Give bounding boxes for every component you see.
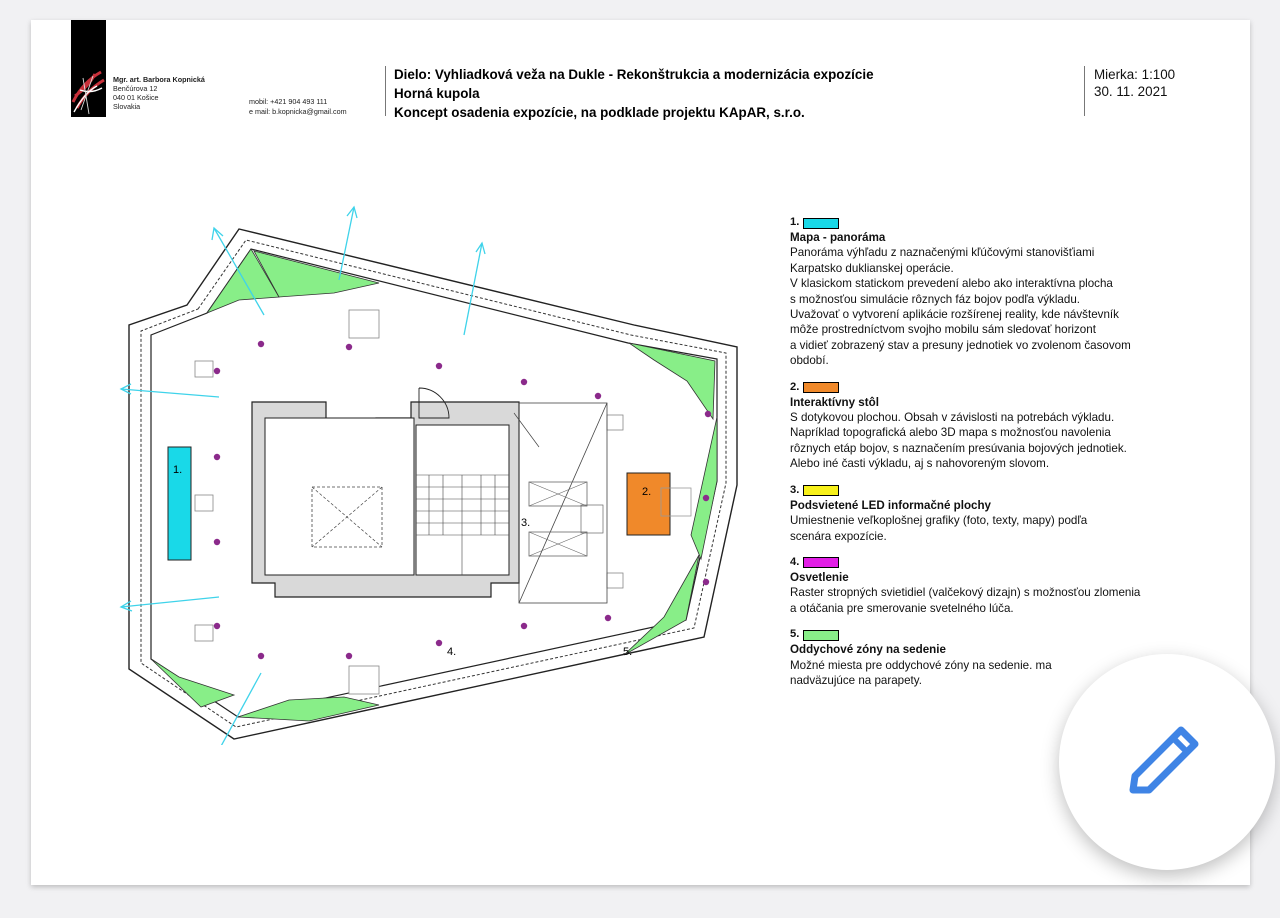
lights-label: 4.	[447, 646, 457, 658]
core-structure	[252, 388, 519, 597]
legend-item-panorama	[790, 216, 1220, 369]
seating-zone	[151, 659, 234, 707]
legend-text: Karpatsko duklianskej operácie.	[790, 261, 954, 275]
pencil-icon	[1123, 718, 1211, 806]
legend-text: a otáčania pre smerovanie svetelného lúča.	[790, 601, 1014, 615]
header-divider	[1084, 66, 1085, 116]
legend-text: s možnosťou simulácie rôznych fáz bojov podľa výkladu.	[790, 292, 1080, 306]
legend-title: Mapa - panoráma	[790, 231, 886, 244]
floor-plan	[89, 185, 749, 745]
legend-num: 4.	[790, 556, 800, 569]
header-divider	[385, 66, 386, 116]
legend-num: 5.	[790, 628, 800, 641]
legend-text: Alebo iné časti výkladu, aj s nahovoreným slovom.	[790, 457, 1050, 471]
legend-text: S dotykovou plochou. Obsah v závislosti na potrebách výkladu.	[790, 411, 1115, 425]
legend-title: Oddychové zóny na sedenie	[790, 643, 946, 657]
legend-title: Interaktívny stôl	[790, 395, 879, 409]
led-label: 3.	[521, 517, 531, 529]
legend-text: Panoráma výhľadu z naznačenými kľúčovými stanovišťiami	[790, 246, 1095, 260]
legend-text: Raster stropných svietidiel (valčekový dizajn) s možnosťou zlomenia	[790, 586, 1141, 600]
seating-zone	[238, 697, 379, 721]
contact-mobile: mobil: +421 904 493 111	[249, 97, 328, 106]
legend-title: Podsvietené LED informačné plochy	[790, 498, 992, 512]
legend-text: a vidieť zobrazený stav a presuny jednotiek vo zvolenom časovom	[790, 338, 1131, 352]
author-city: 040 01 Košice	[113, 93, 159, 102]
date-label: 30. 11. 2021	[1094, 84, 1168, 99]
edit-button[interactable]	[1059, 654, 1275, 870]
seating-zone	[691, 417, 717, 559]
legend-text: môže prostredníctvom svojho mobilu sám sledovať horizont	[790, 323, 1096, 337]
interactive-table	[627, 473, 670, 535]
legend-swatch	[803, 557, 839, 568]
panorama-label: 1.	[173, 464, 183, 476]
legend-swatch	[803, 630, 839, 641]
legend-text: Napríklad topografická alebo 3D mapa s možnosťou navolenia	[790, 426, 1111, 440]
legend-text: období.	[790, 354, 829, 368]
legend-num: 1.	[790, 216, 800, 229]
title-line: Dielo: Vyhliadková veža na Dukle - Rekonštrukcia a modernizácia expozície	[394, 67, 874, 82]
legend-item-table	[790, 381, 1220, 472]
legend-swatch	[803, 382, 839, 393]
legend-title: Osvetlenie	[790, 570, 849, 584]
legend-swatch	[803, 218, 839, 229]
legend-num: 2.	[790, 380, 800, 393]
legend-text: scenára expozície.	[790, 529, 887, 543]
legend-item-lights	[790, 556, 1220, 616]
legend	[790, 216, 1220, 688]
author-name: Mgr. art. Barbora Kopnická	[113, 75, 205, 84]
legend-swatch	[803, 485, 839, 496]
author-block	[113, 75, 205, 111]
legend-item-led	[790, 484, 1220, 544]
contact-block	[249, 97, 347, 116]
title-line: Horná kupola	[394, 86, 480, 101]
legend-text: Možné miesta pre oddychové zóny na sedenie. ma	[790, 658, 1052, 672]
legend-text: Umiestnenie veľkoplošnej grafiky (foto, texty, mapy) podľa	[790, 514, 1088, 528]
legend-text: Uvažovať o vytvorení aplikácie rozšírenej reality, kde návštevník	[790, 308, 1119, 322]
seating-label: 5.	[623, 646, 633, 658]
seating-zone	[629, 343, 715, 419]
title-line: Koncept osadenia expozície, na podklade projektu KApAR, s.r.o.	[394, 105, 805, 120]
contact-email: e mail: b.kopnicka@gmail.com	[249, 106, 347, 116]
document-title	[394, 65, 874, 122]
legend-text: V klasickom statickom prevedení alebo ako interaktívna plocha	[790, 277, 1113, 291]
author-country: Slovakia	[113, 102, 141, 111]
scale-label: Mierka: 1:100	[1094, 67, 1176, 82]
legend-num: 3.	[790, 483, 800, 496]
scale-date-block	[1094, 66, 1175, 100]
led-panels-area	[514, 403, 607, 603]
author-street: Benčúrova 12	[113, 84, 158, 93]
legend-text: rôznych etáp bojov, s naznačením presúvania bojových jednotiek.	[790, 441, 1127, 455]
legend-text: nadväzujúce na parapety.	[790, 673, 922, 687]
logo	[71, 20, 106, 117]
table-label: 2.	[642, 486, 652, 498]
